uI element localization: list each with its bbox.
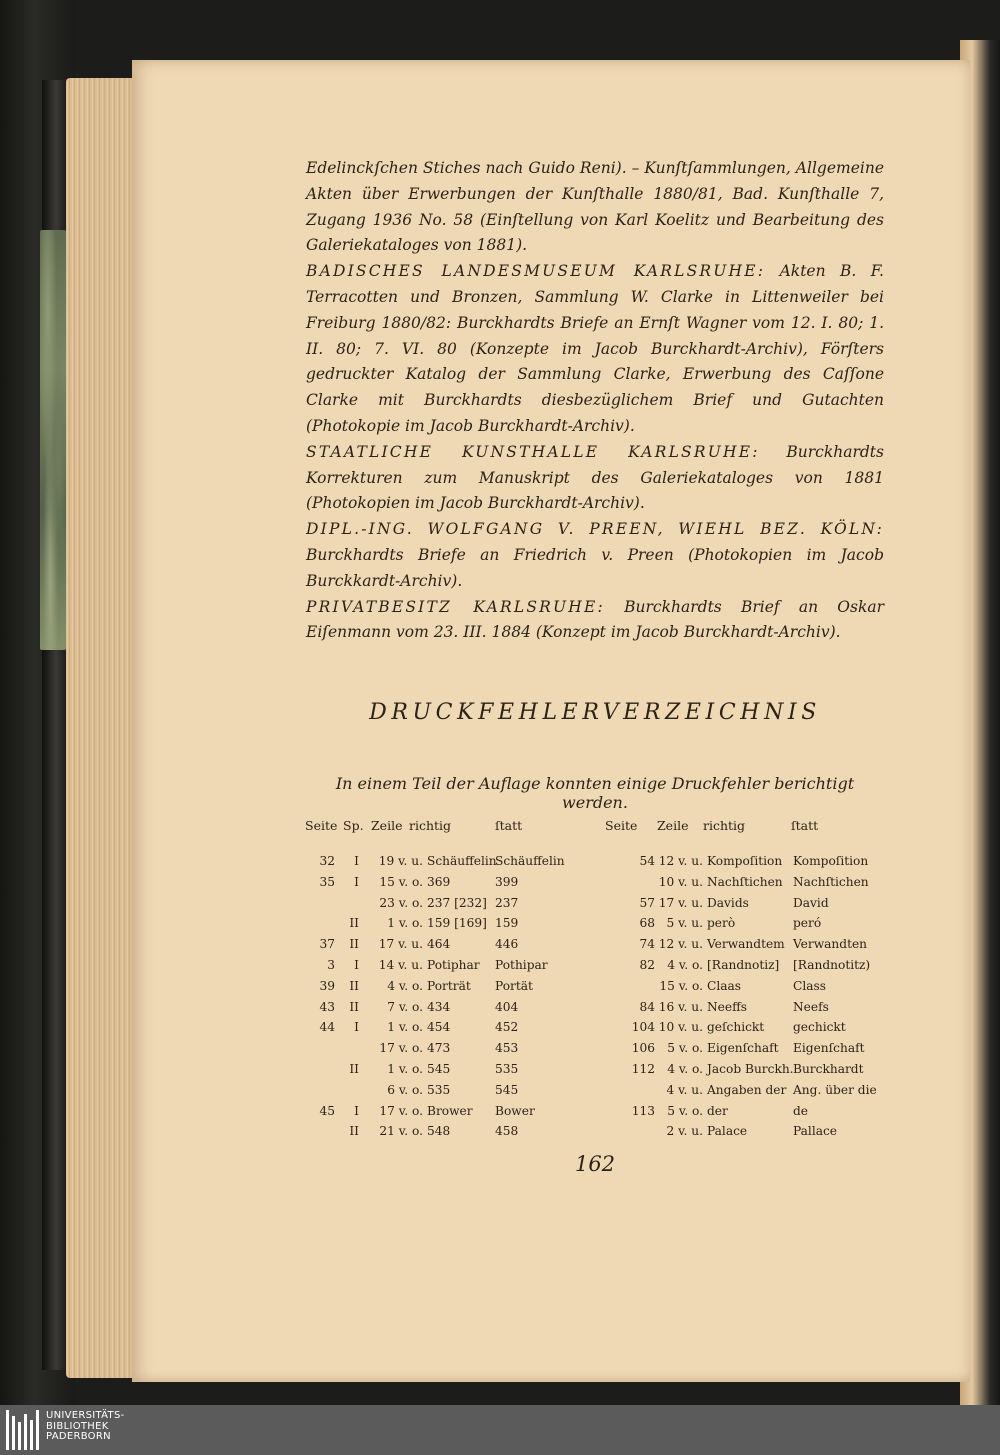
header-sp: Sp. [343, 818, 364, 833]
header-zeile-2: Zeile [657, 818, 689, 833]
errata-cell-richtig: 159 [169] [427, 916, 487, 931]
errata-cell-seite: 43 [319, 999, 335, 1014]
paragraph-text: Akten B. F. Terracotten und Bronzen, Sammlung W. Clarke in Littenweiler bei Freiburg 1880/82: Burckhardts Briefe an Ernſt Wagner vom 12. I. 80; 1. II. 80; 7. VI. 80 (Konzepte im Jacob Burckhardt-Archiv), Förſters gedruckter Katalog der Sammlung Clarke, Erwerbung des Caſſone Clarke mit Burckhardts diesbezüglichem Brief und Gutachten (Photokopie im Jacob Burckhardt-Archiv). [306, 262, 884, 435]
errata-cell-zeile: 1 v. o. [387, 1020, 423, 1035]
errata-cell-zeile: 17 v. o. [379, 1041, 423, 1056]
errata-row [305, 1104, 885, 1125]
errata-cell-seite2: 74 [639, 937, 655, 952]
errata-cell-seite: 3 [327, 957, 335, 972]
paragraph-text: Burckhardts Korrekturen zum Manuskript des Galeriekataloges von 1881 (Photokopien im Jacob Burckhardt-Archiv). [306, 442, 884, 513]
page-stack-edge [66, 78, 136, 1378]
errata-row [305, 1000, 885, 1021]
errata-cell-statt2: gechickt [793, 1020, 846, 1035]
errata-cell-statt2: Eigenſchaft [793, 1041, 865, 1056]
errata-cell-richtig2: Palace [707, 1124, 748, 1139]
errata-cell-zeile: 23 v. o. [379, 895, 423, 910]
errata-cell-seite2: 54 [639, 854, 655, 868]
errata-cell-sp: I [354, 1103, 359, 1118]
errata-cell-statt2: Class [793, 978, 826, 993]
errata-cell-richtig2: Angaben der [707, 1082, 787, 1097]
errata-cell-richtig2: Davids [707, 895, 749, 910]
library-footer-bar [0, 1405, 1000, 1455]
errata-cell-zeile: 4 v. o. [387, 978, 423, 993]
errata-cell-seite2: 112 [631, 1061, 655, 1076]
errata-cell-richtig: Brower [427, 1103, 473, 1118]
errata-cell-seite: 32 [319, 854, 335, 868]
errata-cell-zeile2: 2 v. u. [666, 1124, 703, 1139]
errata-cell-sp: II [349, 999, 359, 1014]
logo-line-3: PADERBORN [46, 1431, 111, 1442]
errata-cell-sp: II [349, 978, 359, 993]
errata-cell-sp: I [354, 957, 359, 972]
paragraph-text: Edelinckſchen Stiches nach Guido Reni). – Kunſtſammlungen, Allgemeine Akten über Erwerbungen der Kunſthalle 1880/81, Bad. Kunſthalle 7, Zugang 1936 No. 58 (Einſtellung von Karl Koelitz und Bearbeitung des Galeriekataloges von 1881). [306, 159, 884, 255]
errata-cell-zeile2: 4 v. u. [666, 1082, 703, 1097]
errata-cell-richtig: 369 [427, 874, 451, 889]
errata-cell-richtig: 454 [427, 1020, 451, 1035]
errata-cell-richtig: Porträt [427, 978, 471, 993]
errata-cell-sp: I [354, 854, 359, 868]
logo-line-1: UNIVERSITÄTS- [46, 1410, 125, 1421]
header-richtig-2: richtig [703, 818, 746, 833]
errata-row [305, 875, 885, 896]
errata-cell-zeile2: 5 v. o. [667, 1103, 703, 1118]
errata-cell-statt: 458 [495, 1124, 519, 1139]
paragraph-text: Burckhardts Brief an Oskar Eiſenmann vom 23. III. 1884 (Konzept im Jacob Burckhardt-Archiv). [306, 597, 884, 642]
errata-cell-richtig: 464 [427, 937, 451, 952]
errata-cell-sp: I [354, 1020, 359, 1035]
header-seite-2: Seite [605, 818, 638, 833]
errata-cell-zeile2: 12 v. u. [658, 937, 703, 952]
errata-cell-zeile2: 12 v. u. [658, 854, 703, 868]
errata-cell-seite: 45 [319, 1103, 335, 1118]
institution-name: BADISCHES LANDESMUSEUM KARLSRUHE: [306, 262, 766, 281]
errata-cell-richtig: 434 [427, 999, 451, 1014]
errata-cell-richtig: 548 [427, 1124, 451, 1139]
errata-cell-zeile: 15 v. o. [379, 874, 423, 889]
institution-name: PRIVATBESITZ KARLSRUHE: [306, 597, 605, 616]
header-statt: ſtatt [495, 818, 523, 833]
errata-cell-seite: 39 [319, 978, 335, 993]
errata-cell-statt: 399 [495, 874, 519, 889]
errata-cell-statt2: Verwandten [793, 937, 868, 952]
errata-cell-sp: II [349, 937, 359, 952]
errata-intro: In einem Teil der Auflage konnten einige Druckfehler berichtigt werden. [335, 774, 855, 812]
errata-cell-richtig2: Nachſtichen [707, 874, 783, 889]
errata-cell-statt: Bower [495, 1103, 535, 1118]
errata-cell-richtig2: Claas [707, 978, 742, 993]
errata-cell-statt2: David [793, 895, 829, 910]
errata-row [305, 896, 885, 917]
errata-cell-seite: 44 [319, 1020, 335, 1035]
errata-cell-seite2: 84 [639, 999, 655, 1014]
errata-heading: DRUCKFEHLERVERZEICHNIS [369, 700, 821, 725]
marbled-endpaper [40, 230, 66, 650]
errata-cell-statt2: Ang. über die [793, 1082, 877, 1097]
errata-row [305, 979, 885, 1000]
page-number: 162 [574, 1152, 616, 1176]
header-zeile: Zeile [371, 818, 403, 833]
errata-cell-zeile: 7 v. o. [387, 999, 423, 1014]
errata-cell-richtig: Potiphar [427, 957, 480, 972]
errata-cell-richtig2: Kompoſition [707, 854, 783, 868]
errata-cell-richtig: 535 [427, 1082, 451, 1097]
paragraph-2 [306, 440, 884, 517]
paragraph-4 [306, 595, 884, 647]
errata-cell-zeile2: 10 v. u. [658, 874, 703, 889]
errata-cell-richtig: 545 [427, 1061, 451, 1076]
errata-cell-zeile2: 4 v. o. [667, 1061, 703, 1076]
errata-cell-zeile2: 10 v. u. [658, 1020, 703, 1035]
errata-cell-statt: 535 [495, 1061, 519, 1076]
errata-cell-richtig2: der [707, 1103, 728, 1118]
errata-cell-zeile2: 16 v. u. [658, 999, 703, 1014]
errata-cell-statt2: Pallace [793, 1124, 838, 1139]
errata-header-row [305, 818, 885, 854]
header-richtig: richtig [409, 818, 452, 833]
errata-cell-zeile: 6 v. o. [387, 1082, 423, 1097]
errata-cell-richtig: 473 [427, 1041, 451, 1056]
errata-cell-richtig2: però [707, 916, 736, 931]
errata-cell-zeile2: 15 v. o. [659, 978, 703, 993]
errata-cell-zeile: 1 v. o. [387, 1061, 423, 1076]
errata-cell-statt: Schäuffelin [495, 854, 565, 868]
errata-cell-statt: 545 [495, 1082, 519, 1097]
paragraph-3 [306, 517, 884, 594]
errata-cell-zeile2: 5 v. u. [666, 916, 703, 931]
errata-row [305, 958, 885, 979]
errata-cell-seite2: 68 [639, 916, 655, 931]
errata-cell-richtig2: geſchickt [707, 1020, 765, 1035]
errata-row [305, 1124, 885, 1145]
errata-cell-statt2: Neefs [793, 999, 829, 1014]
errata-cell-richtig2: Jacob Burckh. [707, 1061, 794, 1076]
errata-cell-statt2: Kompoſition [793, 854, 869, 868]
errata-cell-seite2: 57 [639, 895, 655, 910]
archive-sources-text [306, 156, 884, 646]
library-logo-icon [6, 1410, 42, 1450]
errata-cell-zeile: 19 v. u. [378, 854, 423, 868]
header-statt-2: ſtatt [791, 818, 819, 833]
errata-cell-richtig: 237 [232] [427, 895, 487, 910]
errata-cell-zeile: 17 v. u. [378, 937, 423, 952]
paragraph-text: Burckhardts Briefe an Friedrich v. Preen (Photokopien im Jacob Burckkardt-Archiv). [306, 545, 884, 590]
errata-cell-sp: I [354, 874, 359, 889]
errata-cell-statt2: Nachſtichen [793, 874, 869, 889]
errata-cell-statt2: Burckhardt [793, 1061, 864, 1076]
errata-table [305, 818, 885, 1145]
errata-cell-statt2: de [793, 1103, 809, 1118]
errata-cell-richtig2: Eigenſchaft [707, 1041, 779, 1056]
errata-row [305, 1041, 885, 1062]
library-logo-text [46, 1411, 125, 1443]
errata-cell-statt2: peró [793, 916, 822, 931]
errata-cell-seite: 35 [319, 874, 335, 889]
errata-cell-zeile2: 4 v. o. [667, 957, 703, 972]
errata-cell-zeile: 17 v. o. [379, 1103, 423, 1118]
errata-cell-statt: 404 [495, 999, 519, 1014]
errata-cell-sp: II [349, 1061, 359, 1076]
errata-cell-statt: 453 [495, 1041, 519, 1056]
logo-line-2: BIBLIOTHEK [46, 1420, 109, 1432]
errata-row [305, 1020, 885, 1041]
header-seite: Seite [305, 818, 338, 833]
errata-cell-richtig2: [Randnotiz] [707, 957, 780, 972]
errata-rows [305, 854, 885, 1145]
errata-row [305, 916, 885, 937]
errata-cell-seite2: 113 [631, 1103, 655, 1118]
errata-cell-seite2: 106 [631, 1041, 655, 1056]
errata-cell-statt: 237 [495, 895, 519, 910]
errata-row [305, 1083, 885, 1104]
errata-row [305, 1062, 885, 1083]
errata-row [305, 854, 885, 875]
errata-cell-statt: Pothipar [495, 957, 548, 972]
errata-cell-zeile2: 17 v. u. [658, 895, 703, 910]
errata-cell-seite2: 82 [639, 957, 655, 972]
errata-cell-richtig2: Neeffs [707, 999, 748, 1014]
errata-cell-zeile2: 5 v. o. [667, 1041, 703, 1056]
errata-cell-seite2: 104 [631, 1020, 655, 1035]
errata-cell-statt: 446 [495, 937, 519, 952]
errata-cell-statt: 452 [495, 1020, 519, 1035]
errata-cell-richtig: Schäuffelin [427, 854, 497, 868]
errata-cell-statt: Portät [495, 978, 533, 993]
paragraph-0 [306, 156, 884, 259]
errata-cell-statt2: [Randnotitz) [793, 957, 871, 972]
errata-cell-sp: II [349, 1124, 359, 1139]
errata-row [305, 937, 885, 958]
institution-name: STAATLICHE KUNSTHALLE KARLSRUHE: [306, 442, 760, 461]
paragraph-1 [306, 259, 884, 440]
errata-cell-richtig2: Verwandtem [707, 937, 785, 952]
errata-cell-zeile: 21 v. o. [379, 1124, 423, 1139]
errata-cell-statt: 159 [495, 916, 519, 931]
errata-cell-sp: II [349, 916, 359, 931]
institution-name: DIPL.-ING. WOLFGANG V. PREEN, WIEHL BEZ. KÖLN: [306, 520, 884, 539]
errata-cell-seite: 37 [319, 937, 335, 952]
errata-cell-zeile: 1 v. o. [387, 916, 423, 931]
errata-cell-zeile: 14 v. u. [378, 957, 423, 972]
